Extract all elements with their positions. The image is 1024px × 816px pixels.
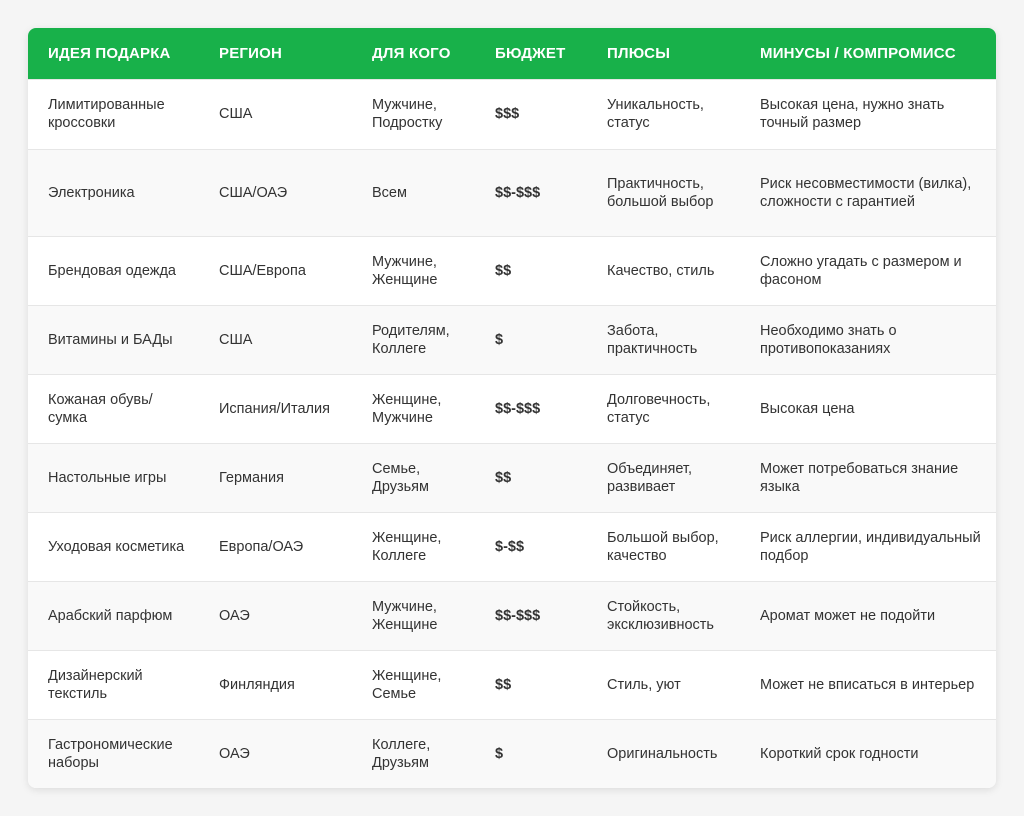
cell-budget: $$$ bbox=[475, 79, 587, 149]
cell-region: ОАЭ bbox=[199, 581, 352, 650]
cell-region: США bbox=[199, 305, 352, 374]
cell-cons: Необходимо знать о противопоказаниях bbox=[740, 305, 996, 374]
cell-region: США/Европа bbox=[199, 236, 352, 305]
cell-budget: $$ bbox=[475, 443, 587, 512]
cell-gift-idea: Кожаная обувь/сумка bbox=[28, 374, 199, 443]
cell-budget: $ bbox=[475, 719, 587, 788]
header-pros: ПЛЮСЫ bbox=[607, 44, 671, 62]
cell-for-whom: Женщине, Коллеге bbox=[352, 512, 475, 581]
cell-gift-idea: Уходовая косметика bbox=[28, 512, 199, 581]
table-row bbox=[28, 79, 996, 149]
cell-for-whom: Коллеге, Друзьям bbox=[352, 719, 475, 788]
header-for-whom: ДЛЯ КОГО bbox=[372, 44, 451, 62]
cell-gift-idea: Гастрономические наборы bbox=[28, 719, 199, 788]
cell-for-whom: Всем bbox=[352, 149, 475, 236]
table-row bbox=[28, 149, 996, 236]
cell-pros: Объединяет, развивает bbox=[587, 443, 740, 512]
cell-for-whom: Женщине, Семье bbox=[352, 650, 475, 719]
table-row bbox=[28, 719, 996, 788]
cell-region: Испания/Италия bbox=[199, 374, 352, 443]
table-header-row bbox=[28, 28, 996, 79]
header-gift-idea: ИДЕЯ ПОДАРКА bbox=[48, 44, 171, 62]
cell-region: ОАЭ bbox=[199, 719, 352, 788]
header-region: РЕГИОН bbox=[219, 44, 282, 62]
cell-gift-idea: Арабский парфюм bbox=[28, 581, 199, 650]
cell-budget: $$ bbox=[475, 650, 587, 719]
cell-pros: Стиль, уют bbox=[587, 650, 740, 719]
cell-cons: Риск аллергии, индивидуальный подбор bbox=[740, 512, 996, 581]
cell-region: Финляндия bbox=[199, 650, 352, 719]
cell-pros: Уникальность, статус bbox=[587, 79, 740, 149]
cell-for-whom: Семье, Друзьям bbox=[352, 443, 475, 512]
cell-cons: Аромат может не подойти bbox=[740, 581, 996, 650]
cell-budget: $$-$$$ bbox=[475, 581, 587, 650]
cell-cons: Может потребоваться знание языка bbox=[740, 443, 996, 512]
cell-gift-idea: Брендовая одежда bbox=[28, 236, 199, 305]
cell-pros: Большой выбор, качество bbox=[587, 512, 740, 581]
table-row bbox=[28, 443, 996, 512]
gift-ideas-card bbox=[28, 28, 996, 788]
table-row bbox=[28, 650, 996, 719]
cell-cons: Риск несовместимости (вилка), сложности с гарантией bbox=[740, 149, 996, 236]
cell-gift-idea: Дизайнерский текстиль bbox=[28, 650, 199, 719]
cell-for-whom: Родителям, Коллеге bbox=[352, 305, 475, 374]
cell-region: Европа/ОАЭ bbox=[199, 512, 352, 581]
table-row bbox=[28, 581, 996, 650]
cell-pros: Стойкость, эксклюзивность bbox=[587, 581, 740, 650]
cell-pros: Оригинальность bbox=[587, 719, 740, 788]
cell-gift-idea: Лимитированные кроссовки bbox=[28, 79, 199, 149]
cell-budget: $-$$ bbox=[475, 512, 587, 581]
cell-gift-idea: Электроника bbox=[28, 149, 199, 236]
cell-pros: Качество, стиль bbox=[587, 236, 740, 305]
header-budget: БЮДЖЕТ bbox=[495, 44, 566, 62]
header-cons: МИНУСЫ / КОМПРОМИСС bbox=[760, 44, 956, 62]
cell-region: США bbox=[199, 79, 352, 149]
cell-budget: $$-$$$ bbox=[475, 374, 587, 443]
cell-cons: Высокая цена, нужно знать точный размер bbox=[740, 79, 996, 149]
table-row bbox=[28, 305, 996, 374]
cell-budget: $ bbox=[475, 305, 587, 374]
cell-gift-idea: Витамины и БАДы bbox=[28, 305, 199, 374]
cell-budget: $$ bbox=[475, 236, 587, 305]
cell-budget: $$-$$$ bbox=[475, 149, 587, 236]
cell-cons: Высокая цена bbox=[740, 374, 996, 443]
table-row bbox=[28, 512, 996, 581]
cell-cons: Короткий срок годности bbox=[740, 719, 996, 788]
cell-for-whom: Женщине, Мужчине bbox=[352, 374, 475, 443]
cell-for-whom: Мужчине, Женщине bbox=[352, 236, 475, 305]
cell-for-whom: Мужчине, Подростку bbox=[352, 79, 475, 149]
gift-ideas-table bbox=[28, 28, 996, 788]
table-row bbox=[28, 236, 996, 305]
cell-pros: Забота, практичность bbox=[587, 305, 740, 374]
cell-gift-idea: Настольные игры bbox=[28, 443, 199, 512]
cell-for-whom: Мужчине, Женщине bbox=[352, 581, 475, 650]
table-row bbox=[28, 374, 996, 443]
cell-cons: Сложно угадать с размером и фасоном bbox=[740, 236, 996, 305]
cell-region: Германия bbox=[199, 443, 352, 512]
cell-pros: Практичность, большой выбор bbox=[587, 149, 740, 236]
cell-cons: Может не вписаться в интерьер bbox=[740, 650, 996, 719]
cell-pros: Долговечность, статус bbox=[587, 374, 740, 443]
cell-region: США/ОАЭ bbox=[199, 149, 352, 236]
